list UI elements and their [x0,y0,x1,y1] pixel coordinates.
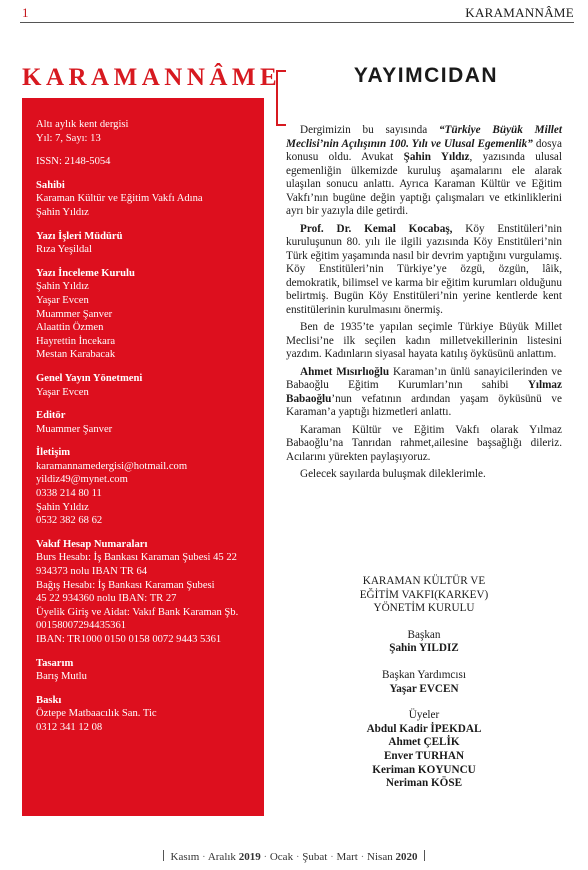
president-title: Başkan [407,628,441,641]
paragraph: Gelecek sayılarda buluşmak dileklerimle. [300,468,486,480]
heading-bracket [276,70,286,126]
vice-name: Yaşar EVCEN [389,682,459,695]
article-body [286,124,562,482]
sidebar-section-line: Üyelik Giriş ve Aidat: Vakıf Bank Karaman Şb. [36,606,239,618]
footer-month: Ocak [269,851,294,863]
paragraph: Dergimizin bu sayısında “Türkiye Büyük Millet Meclisi’nin Açılışının 100. Yılı ve Ulusal Egemenlik” dosya konusu oldu. Avukat Şahin Yıldız, yazısında ulusal egemenliğin ülkemizde kuruluş aşamalarını ele alarak ulaşılan sonucu anlattı. Ayrıca Karaman Kültür ve Eğitim Vakfı’nın bugüne değin yaptığı çalışmaları ve etkinliklerini ayrı bir yazıyla dile getirdi. [286,124,562,217]
sidebar-section-line: Muammer Şanver [36,308,113,320]
footer-bar [424,850,425,861]
footer-dates: Kasım · Aralık 2019 · Ocak · Şubat · Mart · Nisan 2020 [0,850,588,863]
sidebar-section-line: Şahin Yıldız [36,501,89,513]
sidebar-section-line: Yaşar Evcen [36,294,89,306]
sidebar-section-line: 0312 341 12 08 [36,721,103,733]
intro-line: Altı aylık kent dergisi [36,119,129,130]
paragraph: Ahmet Mısırlıoğlu Karaman’ın ünlü sanayicilerinden ve Babaoğlu Eğitim Kurumları’nın sahibi Yılmaz Babaoğlu’nun vefatının ardından yaşam öyküsünü ve Karaman’a yaptığı hizmetleri anlattı. [286,365,562,418]
sidebar-section-line: 934373 nolu IBAN TR 64 [36,566,148,578]
sidebar-section-line: 0532 382 68 62 [36,515,103,527]
sidebar-section-line: yildiz49@mynet.com [36,474,128,486]
president-name: Şahin YILDIZ [389,642,459,655]
sidebar-section-heading: Tasarım [36,657,74,669]
sidebar-section-line: Rıza Yeşildal [36,244,92,256]
sidebar-section-line: 00158007294435361 [36,620,127,632]
sidebar-section-heading: Sahibi [36,179,65,191]
sidebar-section-line: Muammer Şanver [36,423,113,435]
running-title: KARAMANNÂME [465,5,574,20]
sidebar-section-line: Yaşar Evcen [36,386,89,398]
sidebar-section-line: Burs Hesabı: İş Bankası Karaman Şubesi 45 22 [36,552,237,564]
sidebar-section-line: 45 22 934360 nolu IBAN: TR 27 [36,593,177,605]
sidebar-section-line: Hayrettin İncekara [36,335,116,347]
sidebar-section-line: 0338 214 80 11 [36,488,102,500]
org-name-line: EĞİTİM VAKFI(KARKEV) [359,588,489,601]
article-heading: YAYIMCIDAN [353,64,499,87]
member-name: Keriman KOYUNCU [372,763,476,776]
sidebar-section-line: Barış Mutlu [36,671,87,683]
members-title: Üyeler [408,709,440,722]
page-number: 1 [22,5,29,20]
footer-bar [163,850,164,861]
sidebar-section-line: Bağış Hesabı: İş Bankası Karaman Şubesi [36,579,215,591]
sidebar-section-line: Alaattin Özmen [36,322,104,334]
sidebar-section-line: IBAN: TR1000 0150 0158 0072 9443 5361 [36,634,222,645]
brand-title: KARAMANNÂME [22,64,282,91]
member-name: Enver TURHAN [383,749,465,762]
footer-month: Kasım [170,851,200,863]
organization-block [286,575,562,804]
issn: ISSN: 2148-5054 [36,156,111,168]
sidebar-section-line: Şahin Yıldız [36,281,89,293]
sidebar-section-line: Öztepe Matbaacılık San. Tic [36,708,157,720]
org-name-line: YÖNETİM KURULU [373,602,475,615]
sidebar-section-heading: Editör [36,410,66,422]
sidebar-sections [36,169,250,735]
footer-month: Şubat [302,851,328,863]
paragraph: Ben de 1935’te yapılan seçimle Türkiye Büyük Millet Meclisi’ne ilk seçilen kadın milletvekillerinin listesini yazdım. Kadınların siyasal hayata katılış öyküsünü anlattım. [286,321,562,360]
member-name: Ahmet ÇELİK [388,736,460,749]
paragraph: Prof. Dr. Kemal Kocabaş, Köy Enstitüleri’nin kuruluşunun 80. yılı ile ilgili yazısında Köy Enstitüleri’nin Türk eğitim yaşamında nasıl bir devrim yaptığını vurgulamış. Köy Enstitüleri’nin Türkiye’ye özgü, özgün, lâik, demokratik, bilimsel ve karma bir eğitim kurumları olduğunu belirtmiş. Bugün Köy Enstitüleri’nin yerine kentlerde kent enstitülerinin kurulmasını önermiş. [286,222,562,316]
footer-year: 2020 [395,851,418,863]
sidebar-section-heading: Baskı [36,694,62,706]
org-name-line: KARAMAN KÜLTÜR VE [362,575,486,587]
sidebar-section-line: karamannamedergisi@hotmail.com [36,460,188,472]
masthead-sidebar [22,98,264,816]
top-rule [20,22,574,23]
sidebar-section-line: Şahin Yıldız [36,206,89,218]
intro-line: Yıl: 7, Sayı: 13 [36,132,101,144]
footer-year: 2019 [238,851,261,863]
sidebar-section-heading: İletişim [36,447,71,459]
member-name: Neriman KÖSE [385,777,463,790]
sidebar-section-heading: Vakıf Hesap Numaraları [36,538,148,550]
sidebar-section-line: Mestan Karabacak [36,349,116,361]
sidebar-section-line: Karaman Kültür ve Eğitim Vakfı Adına [36,193,203,205]
sidebar-section-heading: Yazı İnceleme Kurulu [36,267,135,279]
vice-title: Başkan Yardımcısı [382,668,466,681]
paragraph: Karaman Kültür ve Eğitim Vakfı olarak Yılmaz Babaoğlu’na Tanrıdan rahmet,ailesine başsağlığı dileriz. Acılarını yürekten paylaşıyoruz. [286,423,562,463]
sidebar-section-heading: Yazı İşleri Müdürü [36,230,123,242]
sidebar-section-heading: Genel Yayın Yönetmeni [36,372,143,384]
footer-month: Aralık [207,851,236,863]
footer-month: Nisan [367,851,393,863]
member-name: Abdul Kadir İPEKDAL [366,722,482,735]
footer-month: Mart [336,851,358,863]
